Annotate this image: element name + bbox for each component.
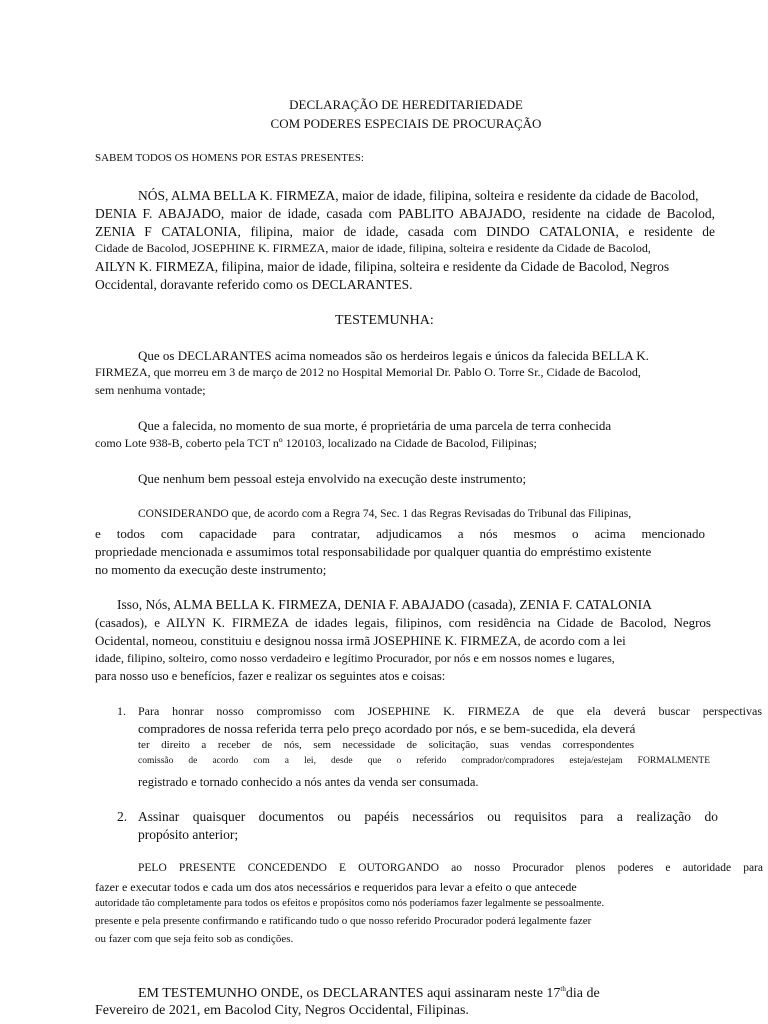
declarants-line: ZENIA F CATALONIA, filipina, maior de idade, casada com DINDO CATALONIA, e residente de	[95, 224, 715, 239]
declarants-line: NÓS, ALMA BELLA K. FIRMEZA, maior de idade, filipina, solteira e residente da cidade de Bacolod,	[138, 188, 699, 203]
declarants-line: Occidental, doravante referido como os DECLARANTES.	[95, 277, 413, 292]
item1-line: ter direito a receber de nós, sem necessidade de solicitação, suas vendas correspondentes	[138, 739, 634, 751]
closing-line1	[138, 987, 600, 1001]
item1-line: comissão de acordo com a lei, desde que o referido comprador/compradores esteja/estejam FORMALMENTE	[138, 756, 710, 766]
declarants-line: AILYN K. FIRMEZA, filipina, maior de idade, filipina, solteira e residente da Cidade de Bacolod, Negros	[95, 259, 670, 274]
document-title-line1: DECLARAÇÃO DE HEREDITARIEDADE	[289, 97, 523, 112]
appointment-line: (casados), e AILYN K. FIRMEZA de idades legais, filipinos, com residência na Cidade de Bacolod, Negros	[95, 615, 711, 630]
appointment-line: Ocidental, nomeou, constituiu e designou nossa irmã JOSEPHINE K. FIRMEZA, de acordo com a lei	[95, 633, 626, 648]
closing-text: EM TESTEMUNHO ONDE, os DECLARANTES aqui assinaram neste 17	[138, 986, 561, 1001]
appointment-line: para nosso uso e benefícios, fazer e realizar os seguintes atos e coisas:	[95, 669, 446, 683]
clause-personal-property: Que nenhum bem pessoal esteja envolvido na execução deste instrumento;	[138, 471, 527, 486]
whereas-line: CONSIDERANDO que, de acordo com a Regra 74, Sec. 1 das Regras Revisadas do Tribunal das Filipinas,	[138, 508, 632, 520]
item2-line: Assinar quaisquer documentos ou papéis necessários ou requisitos para a realização do	[138, 809, 718, 824]
granting-line: presente e pela presente confirmando e ratificando tudo o que nosso referido Procurador poderá legalmente fazer	[95, 915, 592, 927]
whereas-line: propriedade mencionada e assumimos total responsabilidade por qualquer quantia do empréstimo existente	[95, 544, 652, 559]
granting-line: fazer e executar todos e cada um dos atos necessários e requeridos para levar a efeito o que antecede	[95, 880, 577, 894]
item1-line: compradores de nossa referida terra pelo preço acordado por nós, e se bem-sucedida, ela deverá	[138, 721, 636, 736]
item1-number: 1.	[117, 704, 126, 718]
clause-property-line: Que a falecida, no momento de sua morte, é proprietária de uma parcela de terra conhecida	[138, 418, 612, 433]
declarants-line: DENIA F. ABAJADO, maior de idade, casada com PABLITO ABAJADO, residente na cidade de Bacolod,	[95, 206, 715, 221]
clause-heirs-line: FIRMEZA, que morreu em 3 de março de 2012 no Hospital Memorial Dr. Pablo O. Torre Sr., Cidade de Bacolod,	[95, 365, 641, 379]
document-title-line2: COM PODERES ESPECIAIS DE PROCURAÇÃO	[270, 116, 542, 131]
clause-property-line: como Lote 938-B, coberto pela TCT nº 120103, localizado na Cidade de Bacolod, Filipinas;	[95, 436, 537, 450]
clause-heirs-line: sem nenhuma vontade;	[95, 383, 206, 397]
granting-line: autoridade tão completamente para todos os efeitos e propósitos como nós poderíamos fazer legalmente se pessoalmente.	[95, 898, 605, 909]
clause-heirs-line: Que os DECLARANTES acima nomeados são os herdeiros legais e únicos da falecida BELLA K.	[138, 348, 649, 363]
item1-line: registrado e tornado conhecido a nós antes da venda ser consumada.	[138, 775, 479, 789]
item1-line: Para honrar nosso compromisso com JOSEPHINE K. FIRMEZA de que ela deverá buscar perspectivas	[138, 704, 762, 718]
declarants-line: Cidade de Bacolod, JOSEPHINE K. FIRMEZA, maior de idade, filipina, solteira e residente da Cidade de Bacolod,	[95, 241, 651, 255]
appointment-line: idade, filipino, solteiro, como nosso verdadeiro e legítimo Procurador, por nós e em nossos nomes e lugares,	[95, 651, 615, 665]
whereas-line: e todos com capacidade para contratar, adjudicamos a nós mesmos o acima mencionado	[95, 526, 705, 541]
closing-text-end: dia de	[565, 986, 600, 1001]
item2-line: propósito anterior;	[138, 827, 239, 842]
closing-line2: Fevereiro de 2021, em Bacolod City, Negros Occidental, Filipinas.	[95, 1003, 469, 1018]
ordinal-suffix: th	[560, 985, 566, 993]
witness-heading: TESTEMUNHA:	[335, 313, 434, 328]
granting-line: ou fazer com que seja feito sob as condições.	[95, 933, 294, 945]
whereas-line: no momento da execução deste instrumento;	[95, 562, 327, 577]
granting-line: PELO PRESENTE CONCEDENDO E OUTORGANDO ao nosso Procurador plenos poderes e autoridade para	[138, 862, 763, 874]
item2-number: 2.	[117, 809, 128, 824]
appointment-line: Isso, Nós, ALMA BELLA K. FIRMEZA, DENIA F. ABAJADO (casada), ZENIA F. CATALONIA	[117, 597, 652, 612]
preamble: SABEM TODOS OS HOMENS POR ESTAS PRESENTES:	[95, 152, 364, 164]
